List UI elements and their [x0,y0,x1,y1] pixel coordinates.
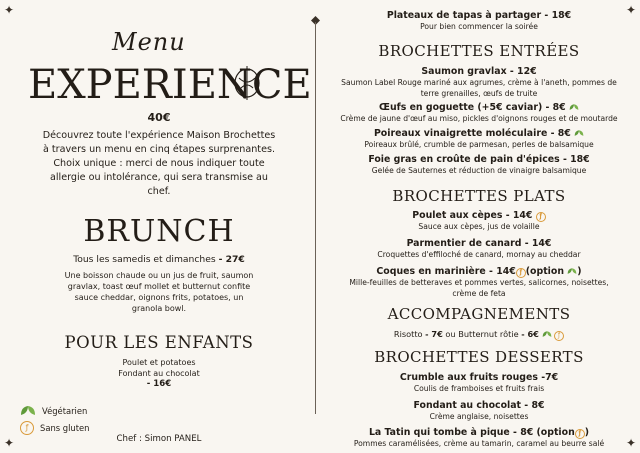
corner-ornament-icon: ✦ [4,3,15,17]
entrees-title: BROCHETTES ENTRÉES [378,42,580,60]
entree-foie-gras: Foie gras en croûte de pain d'épices - 18€ Gelée de Sauternes et réduction de vinaigre balsamique [368,154,590,175]
entree-poireaux: Poireaux vinaigrette moléculaire - 8€ Poireaux brûlé, crumble de parmesan, perles de balsamique [364,128,594,149]
leaf-icon [20,405,36,416]
gluten-free-icon: ƒ [20,421,34,435]
leaf-icon [542,330,552,338]
gluten-free-icon: ƒ [536,212,546,222]
entree-oeufs: Œufs en goguette (+5€ caviar) - 8€ Crème de jaune d'œuf au miso, pickles d'oignons rouges et de moutarde [340,102,618,123]
accompagnements-items: Risotto - 7€ ou Butternut rôtie - 6€ ƒ [328,329,630,341]
corner-ornament-icon: ✦ [4,436,15,450]
dessert-crumble: Crumble aux fruits rouges -7€ Coulis de framboises et fruits frais [399,372,559,393]
plats-title: BROCHETTES PLATS [392,187,566,205]
experience-title: EXPERIENCE [28,62,312,108]
menu-script-title: Menu [112,28,186,56]
gluten-free-icon: ƒ [516,268,526,278]
brochette-logo-icon [232,64,262,102]
leaf-icon [574,129,584,137]
desserts-title: BROCHETTES DESSERTS [374,348,584,366]
kids-title: POUR LES ENFANTS [64,333,254,352]
tapas-section: Plateaux de tapas à partager - 18€ Pour bien commencer la soirée [386,10,572,31]
column-divider [315,22,316,414]
gluten-free-icon: ƒ [575,429,585,439]
gluten-free-icon: ƒ [554,331,564,341]
chef-name: Chef : Simon PANEL [116,434,202,444]
accompagnements-title: ACCOMPAGNEMENTS [387,305,571,323]
corner-ornament-icon: ✦ [625,3,636,17]
plat-parmentier: Parmentier de canard - 14€ Croquettes d'effiloché de canard, mornay au cheddar [377,238,581,259]
leaf-icon [569,103,579,111]
experience-description: Découvrez toute l'expérience Maison Brochettes à travers un menu en cinq étapes surprenantes. Choix unique : merci de nous indiquer toute allergie ou intolérance, qui sera transmise au chef. [42,130,276,197]
plat-poulet: Poulet aux cèpes - 14€ ƒ Sauce aux cèpes, jus de volaille [328,210,630,233]
brunch-title: BRUNCH [83,214,235,249]
plat-coques: Coques en marinière - 14€ ƒ (option ) Mille-feuilles de betteraves et pommes vertes, salicornes, noisettes, crème de feta [349,266,609,298]
brunch-when: Tous les samedis et dimanches - 27€ [73,254,245,265]
entree-saumon: Saumon gravlax - 12€ Saumon Label Rouge mariné aux agrumes, crème à l'aneth, pommes de terre grenailles, œufs de truite [341,66,617,98]
corner-ornament-icon: ✦ [625,436,636,450]
dessert-fondant: Fondant au chocolat - 8€ Crème anglaise, noisettes [413,400,545,421]
experience-price: 40€ [147,111,171,124]
legend-vegetarian: Végétarien [20,405,87,416]
legend-gluten-free: ƒ Sans gluten [20,421,89,435]
kids-menu: Poulet et potatoes Fondant au chocolat - 16€ [118,358,200,389]
brunch-description: Une boisson chaude ou un jus de fruit, saumon gravlax, toast œuf mollet et butternut confite sauce cheddar, oignons frits, potatoes, un granola bowl. [64,271,254,313]
leaf-icon [567,267,577,275]
dessert-tatin: La Tatin qui tombe à pique - 8€ (option ƒ ) Pommes caramélisées, crème au tamarin, caramel au beurre salé [353,427,605,448]
